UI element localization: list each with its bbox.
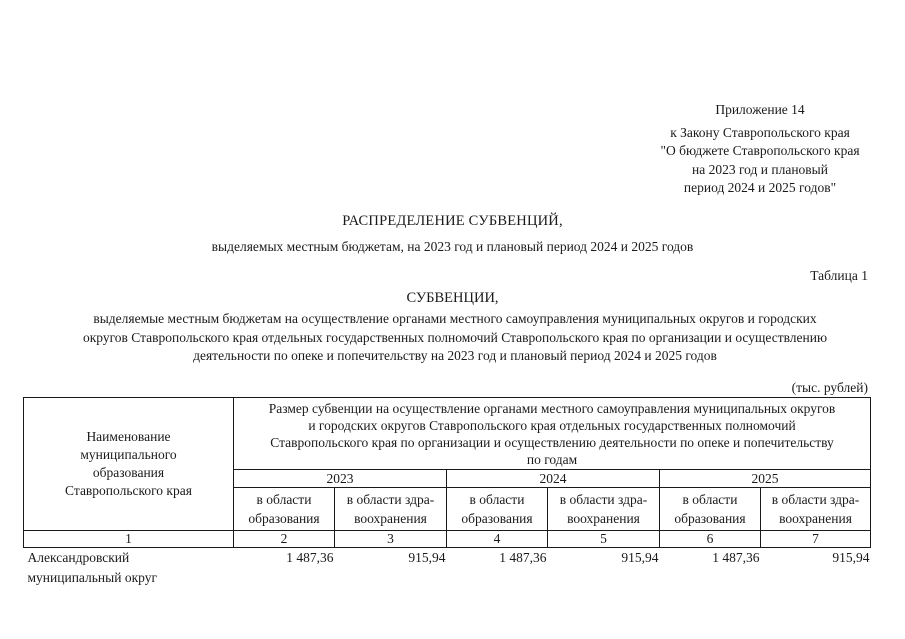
section-title: СУБВЕНЦИИ, [406, 290, 499, 306]
subsidy-table [23, 397, 871, 588]
column-number: 7 [761, 531, 871, 548]
row-name: Александровский муниципальный округ [27, 550, 157, 585]
units-label: (тыс. рублей) [791, 380, 868, 395]
column-number: 2 [234, 531, 335, 548]
table-cell: 1 487,36 [499, 550, 547, 565]
column-number: 3 [335, 531, 447, 548]
table-cell: 915,94 [832, 550, 870, 565]
table-row [24, 548, 871, 589]
description-line: выделяемые местным бюджетам на осуществление органами местного самоуправления муниципальных округов и городских [93, 311, 817, 326]
subheader-healthcare: в области здра- воохранения [761, 488, 871, 531]
table-number: Таблица 1 [810, 268, 868, 283]
description-line: округов Ставропольского края отдельных государственных полномочий Ставропольского края по организации и осуществлению [82, 329, 828, 345]
table-cell: 1 487,36 [286, 550, 334, 565]
column-number: 6 [660, 531, 761, 548]
year-header: 2025 [660, 470, 871, 488]
appendix-block [600, 101, 905, 198]
year-header: 2024 [447, 470, 660, 488]
column-number: 4 [447, 531, 548, 548]
appendix-line: период 2024 и 2025 годов" [683, 180, 837, 195]
subheader-healthcare: в области здра- воохранения [548, 488, 660, 531]
document-title: РАСПРЕДЕЛЕНИЕ СУБВЕНЦИЙ, [342, 213, 563, 229]
table-cell: 915,94 [408, 550, 446, 565]
table-cell: 1 487,36 [712, 550, 760, 565]
table-cell: 915,94 [621, 550, 659, 565]
column-number: 5 [548, 531, 660, 548]
appendix-title: Приложение 14 [715, 102, 805, 117]
appendix-line: "О бюджете Ставропольского края [660, 143, 860, 158]
column-header-name: Наименование муниципального образования Ставропольского края [24, 398, 234, 531]
appendix-line: к Закону Ставропольского края [670, 124, 850, 140]
subheader-education: в области образования [234, 488, 335, 531]
year-header: 2023 [234, 470, 447, 488]
section-description [20, 310, 890, 366]
column-header-subsidy: Размер субвенции на осуществление органами местного самоуправления муниципальных округов и городских округов Ставропольского края отдельных государственных полномочий Ставропольского края по организации и осуществлению деятельности по опеке и попечительству по годам [234, 398, 871, 470]
subheader-education: в области образования [660, 488, 761, 531]
subheader-education: в области образования [447, 488, 548, 531]
document-subtitle: выделяемых местным бюджетам, на 2023 год и плановый период 2024 и 2025 годов [211, 239, 694, 254]
description-line: деятельности по опеке и попечительству на 2023 год и плановый период 2024 и 2025 годов [193, 348, 717, 363]
appendix-line: на 2023 год и плановый [692, 161, 828, 177]
subheader-healthcare: в области здра- воохранения [335, 488, 447, 531]
column-number: 1 [24, 531, 234, 548]
